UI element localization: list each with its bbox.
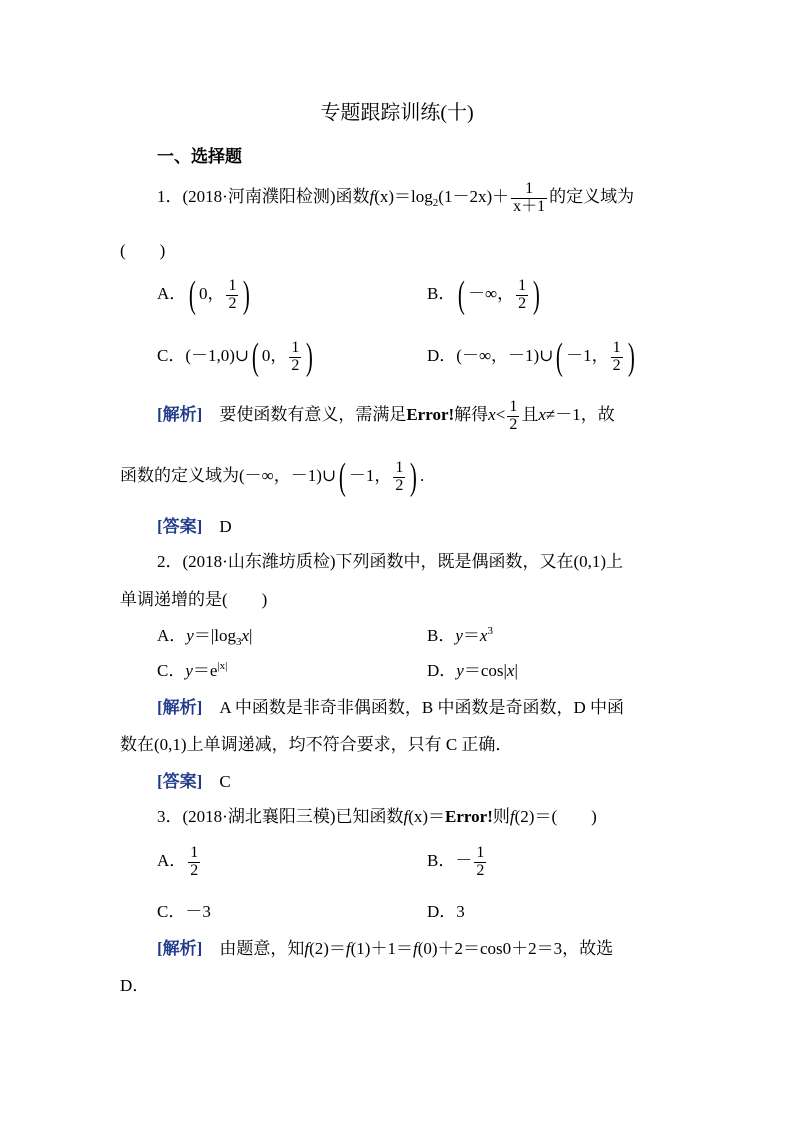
exponent: |x|: [217, 660, 228, 672]
equals: ＝: [428, 807, 446, 826]
analysis-text: A 中函数是非奇非偶函数，B 中函数是奇函数，D 中函: [202, 698, 625, 717]
stem-text: 函数: [335, 187, 370, 207]
option-label: B．: [427, 283, 456, 303]
func-arg: (x): [408, 807, 429, 826]
option-label: D．: [427, 345, 457, 365]
analysis-text: 且: [521, 405, 539, 425]
answer-1: [157, 518, 232, 535]
func-f: f: [304, 939, 310, 958]
analysis-text: (2)＝: [309, 939, 346, 958]
answer-blank: ( ): [120, 241, 166, 260]
fraction-numerator: 1: [612, 338, 621, 356]
question-2-stem: [157, 553, 623, 570]
answer-2: [157, 773, 231, 790]
option-value: ＝: [462, 626, 480, 645]
less-than: <: [495, 405, 506, 425]
period: .: [420, 465, 425, 485]
option-value: (－1,0)∪: [185, 345, 250, 365]
stem-text: 下列函数中，既是偶函数，又在(0,1)上: [335, 552, 624, 571]
var-y: y: [456, 661, 464, 680]
fraction-denominator: 2: [228, 294, 237, 312]
option-a: [157, 845, 202, 880]
var-y: y: [455, 626, 463, 645]
log-arg: (1－2x)＋: [438, 187, 510, 207]
option-label: C．: [157, 345, 186, 365]
fraction: [611, 340, 623, 375]
answer-tag: [答案]: [157, 517, 203, 536]
minus-sign: －: [455, 851, 473, 871]
option-value: ＝cos|: [463, 661, 507, 680]
fraction-denominator: x＋1: [513, 197, 546, 215]
abs-bar: |: [514, 661, 518, 680]
fraction-denominator: 2: [509, 415, 518, 433]
stem-text: 已知函数: [335, 807, 404, 826]
option-d: [427, 662, 518, 679]
question-3-stem: [157, 808, 597, 825]
var-x: x: [538, 405, 546, 425]
section-heading: 一、选择题: [157, 147, 242, 166]
analysis-1: [157, 399, 615, 434]
fraction-denominator: 2: [476, 861, 485, 879]
option-value: 0，: [261, 345, 288, 365]
fraction-denominator: 2: [190, 861, 199, 879]
paren-left: (: [556, 336, 564, 378]
var-x: x: [479, 626, 488, 645]
stem-text: 的定义域为: [549, 187, 635, 207]
fraction: [188, 845, 200, 880]
question-2-stem-line2: 单调递增的是( ): [120, 590, 268, 609]
fraction: [511, 181, 547, 216]
paren-left: (: [458, 274, 466, 316]
fraction-numerator: 1: [291, 338, 300, 356]
fraction: [507, 399, 519, 434]
fraction-denominator: 2: [612, 356, 621, 374]
option-c: [157, 338, 316, 376]
option-d: [427, 903, 465, 920]
func-f: f: [369, 187, 375, 207]
fraction-denominator: 2: [395, 476, 404, 494]
page-title: 专题跟踪训练(十): [320, 102, 474, 124]
analysis-text: ≠－1，故: [545, 405, 615, 425]
option-label: A．: [157, 851, 187, 871]
exponent: 3: [487, 625, 493, 637]
log-text: ＝log: [394, 187, 433, 207]
option-d: [427, 338, 637, 376]
log-base: 2: [432, 197, 439, 210]
option-c: [157, 903, 211, 920]
option-b: [427, 627, 493, 644]
analysis-text: 函数的定义域为(－∞，－1)∪: [120, 465, 337, 485]
var-x: x: [488, 405, 496, 425]
question-1-stem: [157, 181, 634, 216]
analysis-3: [157, 940, 613, 957]
log-base: 3: [235, 636, 242, 648]
option-label: A．: [157, 283, 187, 303]
fraction: [516, 278, 528, 313]
analysis-1-line2: [120, 458, 424, 496]
option-b: [427, 845, 488, 880]
paren-left: (: [189, 274, 197, 316]
paren-right: ): [532, 274, 540, 316]
func-f: f: [412, 939, 418, 958]
analysis-3-line2: D．: [120, 976, 150, 995]
fraction-numerator: 1: [511, 181, 547, 199]
option-b: [427, 276, 543, 314]
option-value: －3: [185, 902, 211, 921]
error-text: Error!: [445, 807, 493, 826]
fraction-denominator: 2: [291, 356, 300, 374]
option-value: －∞，: [468, 283, 515, 303]
fraction-numerator: 1: [190, 844, 199, 861]
func-arg: (x): [374, 187, 395, 207]
option-value: －1，: [566, 345, 609, 365]
analysis-tag: [解析]: [157, 698, 203, 717]
option-value: ＝e: [192, 661, 218, 680]
fraction: [289, 340, 301, 375]
option-a: [157, 276, 253, 314]
var-y: y: [186, 626, 194, 645]
fraction-numerator: 1: [476, 844, 485, 861]
fraction-numerator: 1: [518, 276, 527, 294]
fraction-numerator: 1: [509, 398, 518, 415]
option-label: C．: [157, 661, 186, 680]
fraction: [474, 845, 486, 880]
option-value: 0，: [198, 283, 225, 303]
option-label: D．: [427, 902, 457, 921]
analysis-text: －1，: [348, 465, 392, 485]
analysis-tag: [解析]: [157, 939, 203, 958]
fraction: [226, 278, 238, 313]
option-value: ＝|log: [193, 626, 236, 645]
func-f: f: [345, 939, 351, 958]
analysis-2: [157, 699, 624, 716]
analysis-text: 解得: [454, 405, 489, 425]
fraction-numerator: 1: [228, 276, 237, 294]
paren-left: (: [252, 336, 259, 378]
question-source: (2018·河南濮阳检测): [182, 187, 336, 207]
paren-right: ): [243, 274, 251, 316]
fraction-denominator: 2: [518, 294, 527, 312]
analysis-2-line2: 数在(0,1)上单调递减，均不符合要求，只有 C 正确．: [120, 735, 513, 754]
option-label: C．: [157, 902, 186, 921]
stem-text: 则: [492, 807, 510, 826]
var-x: x: [241, 626, 250, 645]
option-label: B．: [427, 626, 456, 645]
option-label: A．: [157, 626, 187, 645]
question-source: (2018·山东潍坊质检): [182, 552, 336, 571]
answer-value: C: [202, 772, 231, 791]
option-value: (－∞，－1)∪: [456, 345, 554, 365]
answer-tag: [答案]: [157, 772, 203, 791]
paren-right: ): [627, 336, 635, 378]
fraction-numerator: 1: [395, 458, 404, 476]
analysis-text: 由题意，知: [202, 939, 305, 958]
fraction: [393, 460, 405, 495]
answer-value: D: [202, 517, 232, 536]
option-label: B．: [427, 851, 456, 871]
analysis-tag: [解析]: [157, 405, 203, 425]
func-f: f: [403, 807, 409, 826]
abs-bar: |: [249, 626, 253, 645]
paren-right: ): [306, 336, 314, 378]
question-number: 3．: [157, 807, 183, 826]
analysis-text: (1)＋1＝: [350, 939, 413, 958]
option-label: D．: [427, 661, 457, 680]
error-text: Error!: [406, 405, 455, 425]
option-a: [157, 626, 253, 648]
func-f: f: [509, 807, 515, 826]
option-c: [157, 662, 227, 679]
paren-left: (: [339, 456, 346, 498]
paren-right: ): [410, 456, 418, 498]
analysis-text: 要使函数有意义，需满足: [202, 405, 407, 425]
question-number: 2．: [157, 552, 183, 571]
question-source: (2018·湖北襄阳三模): [182, 807, 336, 826]
stem-text: (2)＝( ): [514, 807, 597, 826]
var-x: x: [506, 661, 515, 680]
question-number: 1．: [157, 187, 183, 207]
var-y: y: [185, 661, 193, 680]
analysis-text: (0)＋2＝cos0＋2＝3，故选: [417, 939, 614, 958]
option-value: 3: [456, 902, 465, 921]
